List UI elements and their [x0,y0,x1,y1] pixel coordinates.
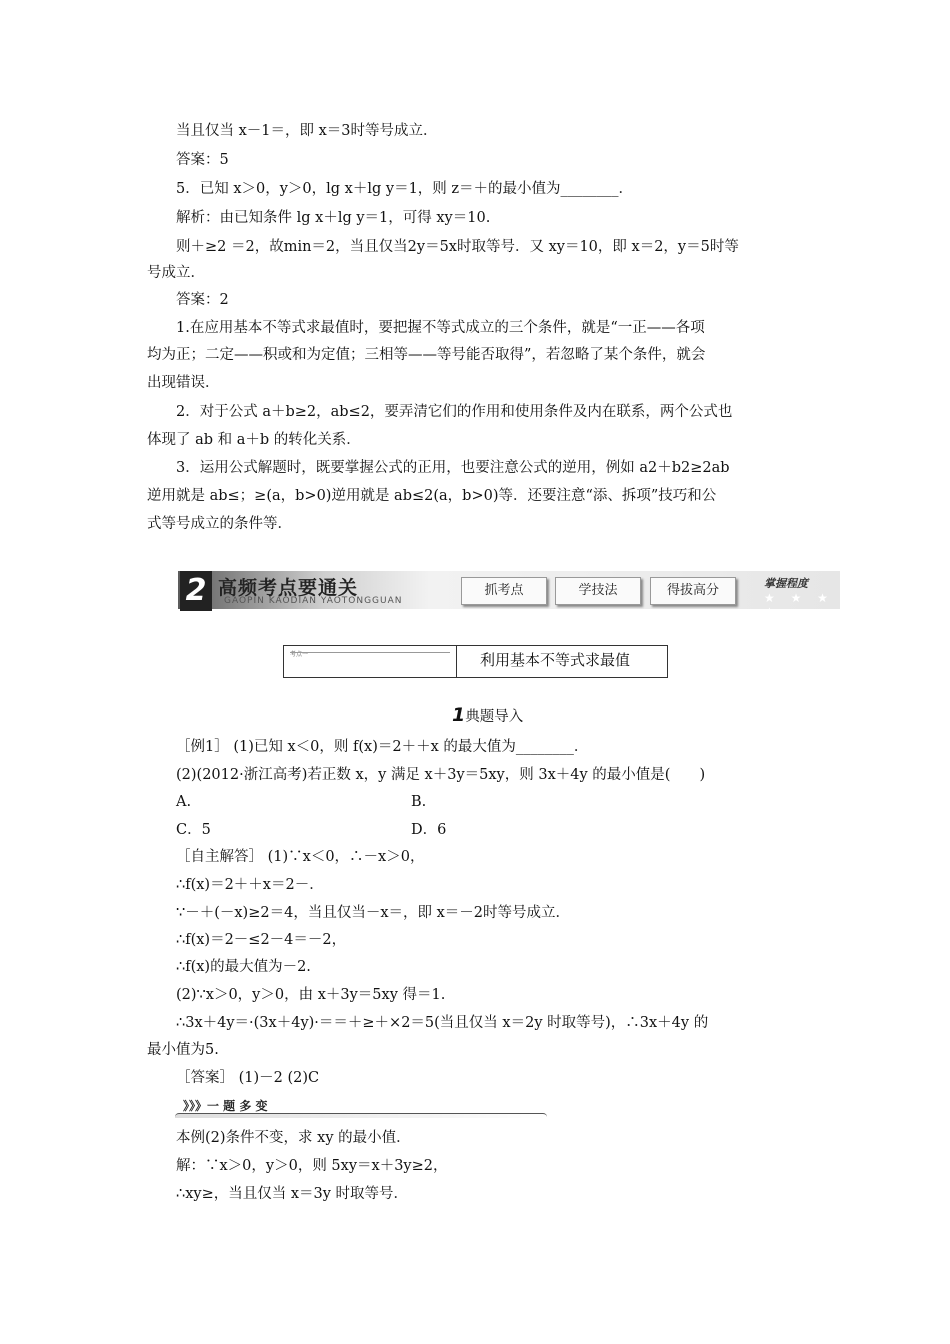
solution-line: ［自主解答］ (1)∵x＜0，∴－x＞0， [176,849,425,865]
solution-line: ∵－＋(－x)≥2＝4，当且仅当－x＝，即 x＝－2时等号成立． [176,905,571,921]
mastery-stars-icon: ★ ★ ★ ★ [764,591,834,619]
topic-rule [290,652,450,653]
tab-high-score[interactable]: 得拔高分 [650,577,736,605]
variation-title: 》》》一 题 多 变 [183,1099,268,1113]
text-line: 答案：2 [176,292,229,308]
answer-line: ［答案］ (1)－2 (2)C [176,1070,320,1086]
section-number: 1 [452,704,466,726]
variation-line: ∴xy≥，当且仅当 x＝3y 时取等号． [176,1186,409,1202]
text-line: 体现了 ab 和 a＋b 的转化关系． [147,432,361,448]
note-1: 1.在应用基本不等式求最值时，要把握不等式成立的三个条件，就是“一正——各项 [176,320,705,336]
text-line: 逆用就是 ab≤；≥(a，b>0)逆用就是 ab≤2(a，b>0)等．还要注意“添、拆项”技巧和公 [147,488,717,504]
topic-box [283,645,668,678]
section-label: 典题导入 [465,709,524,725]
text-line: 均为正；二定——积或和为定值；三相等——等号能否取得”，若忽略了某个条件，就会 [147,347,706,363]
option-a: A. [176,794,192,810]
text-line: 解析：由已知条件 lg x＋lg y＝1，可得 xy＝10. [176,210,491,226]
solution-line: (2)∵x＞0，y＞0，由 x＋3y＝5xy 得＝1. [176,987,446,1003]
variation-underline [175,1113,547,1118]
option-b: B. [411,794,427,810]
text-line: 式等号成立的条件等． [147,516,292,532]
section-heading [452,705,523,727]
text-line: 当且仅当 x－1＝，即 x＝3时等号成立． [176,123,438,139]
note-2: 2．对于公式 a＋b≥2，ab≤2，要弄清它们的作用和使用条件及内在联系，两个公式也 [176,404,733,420]
topic-title: 利用基本不等式求最值 [480,651,631,669]
note-3: 3．运用公式解题时，既要掌握公式的正用，也要注意公式的逆用，例如 a2＋b2≥2ab [176,460,730,476]
variation-line: 本例(2)条件不变，求 xy 的最小值． [176,1130,411,1146]
example-1-part-2: (2)(2012·浙江高考)若正数 x，y 满足 x＋3y＝5xy，则 3x＋4y 的最小值是( ) [176,767,706,783]
solution-line: ∴f(x)的最大值为－2. [176,959,311,975]
tab-grasp-points[interactable]: 抓考点 [461,577,547,605]
question-5: 5．已知 x＞0，y＞0，lg x＋lg y＝1，则 z＝＋的最小值为________． [176,181,634,197]
solution-line: ∴f(x)＝2－≤2－4＝－2， [176,932,347,948]
solution-line: 最小值为5. [147,1042,219,1058]
banner-pinyin: GAOPIN KAODIAN YAOTONGGUAN [224,596,403,606]
text-line: 则＋≥2 ＝2，故min＝2，当且仅当2y＝5x时取等号．又 xy＝10，即 x＝2，y＝5时等 [176,239,739,255]
mastery-label: 掌握程度 [764,577,808,590]
text-line: 出现错误． [147,375,220,391]
text-line: 答案：5 [176,152,229,168]
variation-bar [175,1097,549,1117]
tab-learn-skills[interactable]: 学技法 [555,577,641,605]
solution-line: ∴f(x)＝2＋＋x＝2－． [176,877,324,893]
banner-title: 高频考点要通关 [218,577,359,599]
solution-line: ∴3x＋4y＝·(3x＋4y)·＝＝＋≥＋×2＝5(当且仅当 x＝2y 时取等号)，∴3x＋4y 的 [176,1015,709,1031]
topic-label-cell [284,646,457,677]
text-line: 号成立． [147,265,205,281]
topic-small-label: 考点一 [290,651,309,658]
banner-number: 2 [180,571,212,611]
example-1-part-1: ［例1］ (1)已知 x＜0，则 f(x)＝2＋＋x 的最大值为________． [176,739,589,755]
section-banner [178,571,840,619]
option-d: D．6 [411,822,447,838]
variation-line: 解：∵x＞0，y＞0，则 5xy＝x＋3y≥2， [176,1158,448,1174]
option-c: C．5 [176,822,211,838]
